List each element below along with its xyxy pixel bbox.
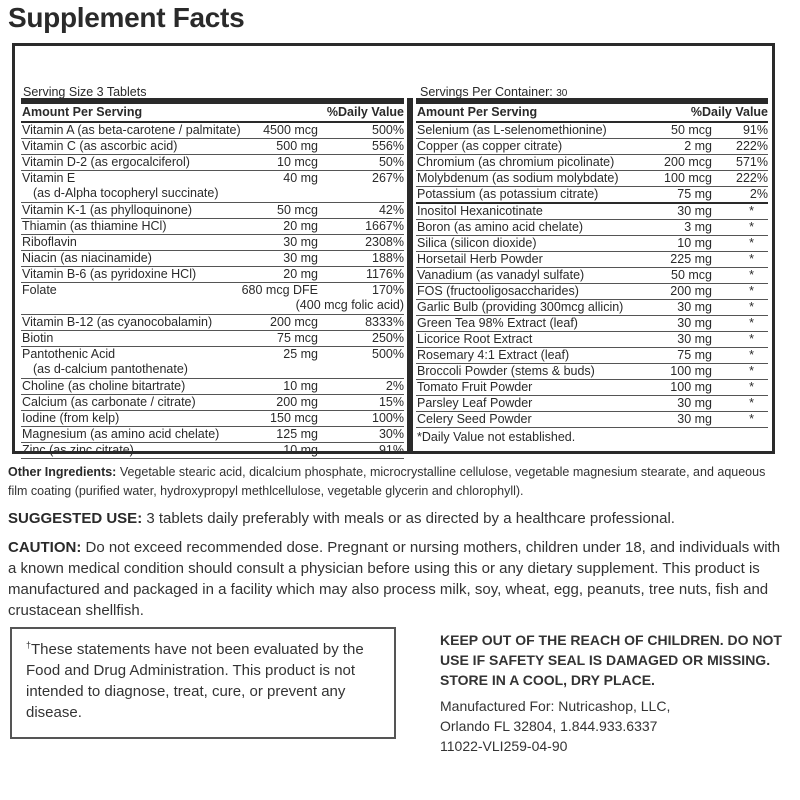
left-rows [21, 123, 404, 459]
nutrient-daily-value: 170% [372, 283, 404, 297]
nutrient-name: Green Tea 98% Extract (leaf) [417, 316, 578, 330]
table-row [21, 427, 404, 443]
other-ingredients-text: Vegetable stearic acid, dicalcium phosphate, microcrystalline cellulose, vegetable magnesium stearate, and aqueous film coating (purified water, hydroxypropyl methlcellulose, vegetable glycerin and chlorophyll). [8, 465, 766, 498]
nutrient-name: Potassium (as potassium citrate) [417, 187, 599, 201]
table-row [416, 155, 768, 171]
nutrient-name: Tomato Fruit Powder [417, 380, 533, 394]
nutrient-amount: 40 mg [283, 171, 318, 185]
suggested-use-label: SUGGESTED USE: [8, 510, 143, 527]
nutrient-daily-value: * [749, 412, 754, 426]
table-row [416, 332, 768, 348]
nutrient-name: Silica (silicon dioxide) [417, 236, 537, 250]
table-row [416, 364, 768, 380]
nutrient-name: Vitamin B-12 (as cyanocobalamin) [22, 315, 213, 329]
nutrient-daily-value: 2308% [365, 235, 404, 249]
nutrient-daily-value: 222% [736, 171, 768, 185]
supplement-facts-panel [12, 43, 775, 457]
nutrient-name: Copper (as copper citrate) [417, 139, 563, 153]
nutrient-amount: 200 mcg [664, 155, 712, 169]
nutrient-name: Horsetail Herb Powder [417, 252, 543, 266]
nutrient-daily-value: * [749, 316, 754, 330]
nutrient-amount: 30 mg [677, 316, 712, 330]
nutrient-daily-value: * [749, 300, 754, 314]
nutrient-daily-value: * [749, 236, 754, 250]
table-row [21, 315, 404, 331]
nutrient-amount: 100 mg [670, 364, 712, 378]
nutrient-amount: 200 mcg [270, 315, 318, 329]
nutrient-amount: 10 mg [283, 379, 318, 393]
nutrient-amount: 150 mcg [270, 411, 318, 425]
nutrient-name: Rosemary 4:1 Extract (leaf) [417, 348, 570, 362]
nutrient-amount: 30 mg [283, 251, 318, 265]
nutrient-amount: 500 mg [276, 139, 318, 153]
nutrient-daily-value: * [749, 380, 754, 394]
header-amount: Amount Per Serving [417, 105, 538, 119]
dagger-symbol: † [26, 640, 32, 650]
nutrient-name: Vitamin E [22, 171, 76, 185]
table-row [21, 171, 404, 203]
nutrient-name: Selenium (as L-selenomethionine) [417, 123, 607, 137]
table-row [416, 171, 768, 187]
nutrient-name: Calcium (as carbonate / citrate) [22, 395, 196, 409]
nutrient-amount: 75 mg [677, 187, 712, 201]
caution-text: Do not exceed recommended dose. Pregnant or nursing mothers, children under 18, and individuals with a known medical condition should consult a physician before using this or any dietary supplement. This product is manufactured and packaged in a facility which may also process milk, soy, wheat, egg, peanuts, tree nuts, fish and crustacean shellfish. [8, 539, 781, 619]
nutrient-daily-value: 50% [378, 155, 404, 169]
nutrient-daily-value: 8333% [365, 315, 404, 329]
right-rows [416, 123, 768, 428]
nutrient-amount: 75 mg [677, 348, 712, 362]
nutrient-daily-value: 556% [372, 139, 404, 153]
nutrient-name: Licorice Root Extract [417, 332, 533, 346]
table-header [416, 98, 768, 123]
nutrient-name: Zinc (as zinc citrate) [22, 443, 134, 457]
nutrient-name: Iodine (from kelp) [22, 411, 120, 425]
caution [8, 537, 788, 621]
table-row [416, 284, 768, 300]
table-row [21, 251, 404, 267]
table-row [416, 252, 768, 268]
nutrient-amount: 75 mcg [277, 331, 318, 345]
manufacturer-line-1: Manufactured For: Nutricashop, LLC, [440, 698, 671, 714]
caution-label: CAUTION: [8, 539, 82, 556]
nutrient-name: Choline (as choline bitartrate) [22, 379, 186, 393]
nutrient-name: Thiamin (as thiamine HCl) [22, 219, 167, 233]
nutrient-amount: 200 mg [670, 284, 712, 298]
nutrient-amount: 30 mg [677, 204, 712, 218]
right-nutrient-table [416, 98, 768, 442]
header-daily-value: %Daily Value [326, 105, 404, 119]
serving-size: Serving Size 3 Tablets [23, 85, 147, 99]
table-row [21, 395, 404, 411]
suggested-use [8, 508, 788, 529]
nutrient-daily-value: 1667% [365, 219, 404, 233]
table-row [416, 348, 768, 364]
nutrient-amount: 50 mcg [277, 203, 318, 217]
nutrient-name: Riboflavin [22, 235, 77, 249]
nutrient-name: Niacin (as niacinamide) [22, 251, 152, 265]
table-row [416, 268, 768, 284]
nutrient-daily-value: * [749, 364, 754, 378]
nutrient-name: Vitamin D-2 (as ergocalciferol) [22, 155, 190, 169]
nutrient-daily-value: 222% [736, 139, 768, 153]
table-row [21, 155, 404, 171]
nutrient-name: Biotin [22, 331, 54, 345]
table-row [416, 123, 768, 139]
nutrient-daily-value: 250% [372, 331, 404, 345]
table-row [21, 379, 404, 395]
nutrient-amount: 30 mg [677, 412, 712, 426]
nutrient-daily-value: 2% [749, 187, 768, 201]
fda-disclaimer-box [10, 627, 396, 739]
fda-disclaimer-text: These statements have not been evaluated by the Food and Drug Administration. This product is not intended to diagnose, treat, cure, or prevent any disease. [26, 641, 364, 721]
left-nutrient-table [21, 98, 404, 459]
nutrient-amount: 225 mg [670, 252, 712, 266]
nutrient-name: Folate [22, 283, 57, 297]
nutrient-daily-value: * [749, 396, 754, 410]
nutrient-daily-value: 15% [378, 395, 404, 409]
nutrient-amount: 3 mg [684, 220, 712, 234]
nutrient-amount: 20 mg [283, 219, 318, 233]
column-divider [407, 98, 413, 451]
nutrient-daily-value: * [749, 268, 754, 282]
nutrient-amount: 10 mcg [277, 155, 318, 169]
servings-per-container [420, 85, 567, 99]
nutrient-name: Vitamin B-6 (as pyridoxine HCl) [22, 267, 197, 281]
nutrient-name: Vitamin C (as ascorbic acid) [22, 139, 178, 153]
nutrient-name: Boron (as amino acid chelate) [417, 220, 584, 234]
nutrient-name: Molybdenum (as sodium molybdate) [417, 171, 619, 185]
nutrient-amount: 680 mcg DFE [241, 283, 318, 297]
servings-value: 30 [556, 88, 568, 99]
nutrient-amount-detail: (400 mcg folic acid) [295, 298, 404, 312]
table-row [416, 316, 768, 332]
nutrient-daily-value: 100% [372, 411, 404, 425]
nutrient-name: Broccoli Powder (stems & buds) [417, 364, 595, 378]
nutrient-daily-value: 571% [736, 155, 768, 169]
table-row [21, 443, 404, 459]
table-row [416, 300, 768, 316]
nutrient-name: Vitamin A (as beta-carotene / palmitate) [22, 123, 241, 137]
table-row [21, 219, 404, 235]
page-title: Supplement Facts [8, 2, 245, 33]
nutrient-amount: 4500 mcg [263, 123, 318, 137]
header-amount: Amount Per Serving [22, 105, 143, 119]
manufacturer-info [440, 696, 670, 756]
nutrient-amount: 30 mg [677, 300, 712, 314]
nutrient-name: Parsley Leaf Powder [417, 396, 533, 410]
nutrient-name: FOS (fructooligosaccharides) [417, 284, 579, 298]
nutrient-daily-value: * [749, 284, 754, 298]
table-row [416, 139, 768, 155]
nutrient-amount: 30 mg [677, 332, 712, 346]
nutrient-daily-value: * [749, 348, 754, 362]
nutrient-amount: 30 mg [677, 396, 712, 410]
nutrient-daily-value: * [749, 332, 754, 346]
header-daily-value: %Daily Value [690, 105, 768, 119]
table-row [416, 236, 768, 252]
daily-value-footnote: *Daily Value not established. [417, 430, 576, 444]
nutrient-name: Inositol Hexanicotinate [417, 204, 543, 218]
table-row [21, 235, 404, 251]
nutrient-amount: 10 mg [677, 236, 712, 250]
table-row [21, 411, 404, 427]
nutrient-daily-value: 267% [372, 171, 404, 185]
nutrient-name: Vitamin K-1 (as phylloquinone) [22, 203, 193, 217]
table-row [416, 220, 768, 236]
manufacturer-line-2: Orlando FL 32804, 1.844.933.6337 [440, 718, 658, 734]
suggested-use-text: 3 tablets daily preferably with meals or as directed by a healthcare professional. [146, 510, 675, 527]
table-row [416, 396, 768, 412]
nutrient-amount: 25 mg [283, 347, 318, 361]
table-row [416, 412, 768, 428]
nutrient-daily-value: 42% [378, 203, 404, 217]
nutrient-amount: 50 mcg [671, 268, 712, 282]
nutrient-daily-value: 30% [378, 427, 404, 441]
other-ingredients-label: Other Ingredients: [8, 465, 117, 479]
nutrient-amount: 30 mg [283, 235, 318, 249]
keep-out-warning: KEEP OUT OF THE REACH OF CHILDREN. DO NOT USE IF SAFETY SEAL IS DAMAGED OR MISSING. STORE IN A COOL, DRY PLACE. [440, 632, 782, 688]
nutrient-name: Garlic Bulb (providing 300mcg allicin) [417, 300, 624, 314]
nutrient-name: Vanadium (as vanadyl sulfate) [417, 268, 585, 282]
table-row [21, 267, 404, 283]
nutrient-amount: 2 mg [684, 139, 712, 153]
nutrient-amount: 100 mcg [664, 171, 712, 185]
nutrient-amount: 20 mg [283, 267, 318, 281]
table-row [21, 331, 404, 347]
nutrient-daily-value: 1176% [366, 267, 404, 281]
nutrient-daily-value: 91% [378, 443, 404, 457]
nutrient-daily-value: * [749, 252, 754, 266]
nutrient-amount: 100 mg [670, 380, 712, 394]
other-ingredients [8, 463, 778, 501]
nutrient-daily-value: 188% [372, 251, 404, 265]
product-code: 11022-VLI259-04-90 [440, 738, 568, 754]
table-row [416, 380, 768, 396]
nutrient-name: Celery Seed Powder [417, 412, 532, 426]
table-row [21, 139, 404, 155]
table-row [416, 204, 768, 220]
nutrient-amount: 10 mg [283, 443, 318, 457]
nutrient-daily-value: * [749, 220, 754, 234]
nutrient-daily-value: * [749, 204, 754, 218]
nutrient-amount: 50 mcg [671, 123, 712, 137]
nutrient-daily-value: 2% [385, 379, 404, 393]
table-row [21, 283, 404, 315]
nutrient-name: Magnesium (as amino acid chelate) [22, 427, 220, 441]
nutrient-name-detail: (as d-calcium pantothenate) [33, 362, 188, 376]
nutrient-daily-value: 500% [372, 123, 404, 137]
nutrient-amount: 125 mg [276, 427, 318, 441]
table-row [416, 187, 768, 204]
table-row [21, 347, 404, 379]
nutrient-name: Pantothenic Acid [22, 347, 116, 361]
nutrient-daily-value: 500% [372, 347, 404, 361]
nutrient-daily-value: 91% [742, 123, 768, 137]
nutrient-name: Chromium (as chromium picolinate) [417, 155, 615, 169]
nutrient-name-detail: (as d-Alpha tocopheryl succinate) [33, 186, 219, 200]
servings-label: Servings Per Container: [420, 85, 553, 99]
table-row [21, 123, 404, 139]
table-row [21, 203, 404, 219]
nutrient-amount: 200 mg [276, 395, 318, 409]
table-header [21, 98, 404, 123]
